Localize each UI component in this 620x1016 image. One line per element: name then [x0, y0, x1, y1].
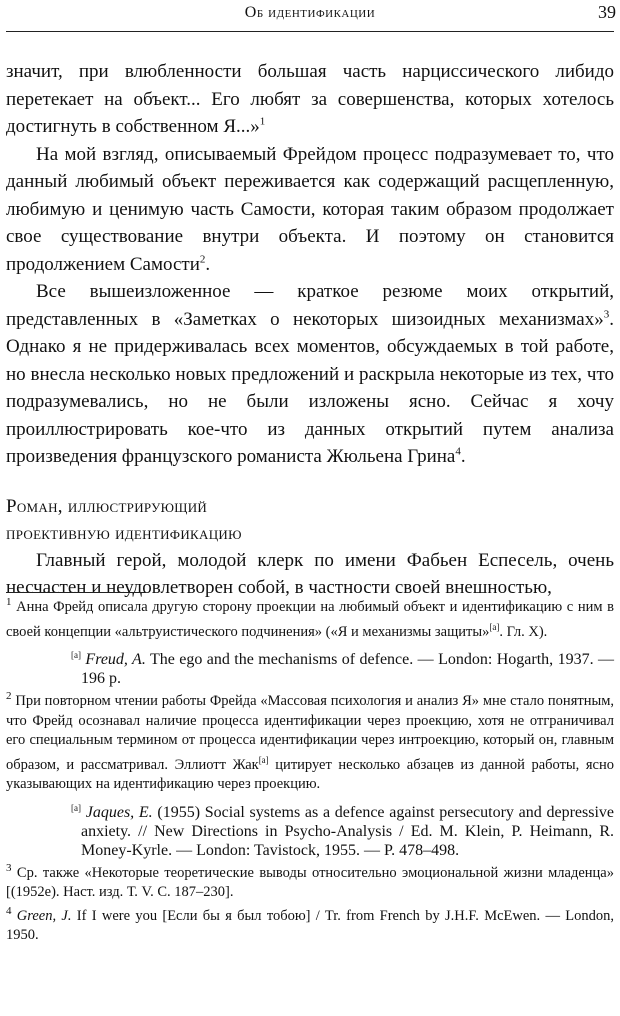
- paragraph-1-text: значит, при влюбленности большая часть нарциссического либидо перетекает на объект... Его любят за совершенства, которых хотелось достигнуть в собственном Я...»: [6, 61, 614, 137]
- footnote-ref-2: 2: [199, 253, 206, 266]
- footnote-3: [6, 861, 614, 903]
- heading-line-2: проективную идентификацию: [6, 522, 242, 544]
- footnote-rule: [6, 592, 146, 593]
- paragraph-4: Главный герой, молодой клерк по имени Фабьен Еспесель, очень несчастен и неудовлетворен собой, в частности своей внешностью,: [6, 549, 614, 598]
- footnote-2-mark: [a]: [258, 754, 269, 765]
- footnote-1-ref-mark: [a]: [71, 650, 81, 660]
- footnote-4-number: 4: [6, 904, 12, 917]
- paragraph-2: На мой взгляд, описываемый Фрейдом процесс подразумевает то, что данный любимый объект переживается как содержащий расщепленную, любимую и ценимую часть Самости, которая таким образом продолжает свое существование внутри объекта. И поэтому он становится продолжением Самости$^2$.: [6, 143, 614, 275]
- footnote-2-number: 2: [6, 690, 12, 703]
- page-number: 39: [598, 2, 616, 22]
- footnotes: [6, 598, 614, 950]
- footnote-4-author: Green, J.: [11, 907, 72, 924]
- page-header: [0, 0, 620, 40]
- footnote-2-ref-mark: [a]: [71, 802, 81, 813]
- footnote-ref-3: 3: [603, 308, 610, 321]
- footnote-2-text: При повторном чтении работы Фрейда «Массовая психология и анализ Я» мне стало понятным, что Фрейд осознавал наличие процесса идентификации через проекцию, хотя не отграничивал его специальным термином от процесса идентификации через интроекцию, который он, главным образом, и рассматривал. Эллиотт Жак: [6, 693, 614, 773]
- header-rule: [6, 31, 614, 32]
- footnote-2-ref-text: (1955) Social systems as a defence against persecutory and depressive anxiety. // New Directions in Psycho-Analysis / Ed. M. Klein, P. Heimann, R. Money-Kyrle. — London: Tavistock, 1955. — P. 478–498.: [81, 803, 615, 859]
- footnote-4: [6, 904, 614, 946]
- running-title: Об идентификации: [244, 4, 376, 21]
- footnote-4-text: If I were you [Если бы я был тобою] / Tr. from French by J.H.F. McEwen. — London, 1950.: [6, 907, 614, 943]
- paragraph-2-text: На мой взгляд, описываемый Фрейдом процесс подразумевает то, что данный любимый объект переживается как содержащий расщепленную, любимую и ценимую часть Самости, которая таким образом продолжает свое существование внутри объекта. И поэтому он становится продолжением Самости: [6, 143, 614, 275]
- footnote-1-number: 1: [6, 596, 12, 609]
- footnote-1-ref-text: The ego and the mechanisms of defence. — London: Hogarth, 1937. — 196 p.: [81, 651, 615, 687]
- footnote-1: [6, 598, 614, 642]
- footnote-ref-4: 4: [455, 445, 461, 458]
- footnote-2-reference: [6, 799, 614, 860]
- footnote-2: [6, 692, 614, 795]
- paragraph-3-text-2: . Однако я не придерживалась всех моментов, обсуждаемых в той работе, но внесла несколько новых предложений и раскрыла некоторые из тех, что подразумевались, но не были изложены ясно. Сейчас я хочу проиллюстрировать кое-что из данных открытий путем анализа произведения французского романиста Жюльена Грина: [6, 308, 614, 467]
- footnote-2-ref-author: Jaques, E.: [85, 803, 153, 821]
- paragraph-3-text: Все вышеизложенное — краткое резюме моих открытий, представленных в «Заметках о некоторых шизоидных механизмах»: [6, 281, 614, 330]
- footnote-1-reference: [6, 646, 614, 688]
- main-text: [6, 58, 614, 602]
- footnote-ref-1: 1: [259, 115, 266, 128]
- footnote-3-text: Ср. также «Некоторые теоретические выводы относительно эмоциональной жизни младенца» [(1952e). Наст. изд. Т. V. С. 187–230].: [6, 864, 614, 900]
- footnote-1-mark: [a]: [489, 621, 500, 632]
- footnote-2-tail: цитирует несколько абзацев из данной работы, ясно указывающих на идентификацию через проекцию.: [6, 756, 615, 792]
- paragraph-1: [6, 58, 614, 141]
- footnote-1-text: Анна Фрейд описала другую сторону проекции на любимый объект и идентификацию с ним в своей концепции «альтруистического подчинения» («Я и механизмы защиты»: [6, 599, 614, 640]
- footnote-3-number: 3: [6, 861, 12, 874]
- heading-line-1: Роман, иллюстрирующий: [6, 495, 208, 517]
- footnote-1-ref-author: Freud, A.: [85, 651, 146, 668]
- paragraph-3: Все вышеизложенное — краткое резюме моих открытий, представленных в «Заметках о некоторых шизоидных механизмах»$^3$. Однако я не придерживалась всех моментов, обсуждаемых в той работе, но внесла несколько новых предложений и раскрыла некоторые из тех, что подразумевались, но не были изложены ясно. Сейчас я хочу проиллюстрировать кое-что из данных открытий путем анализа произведения французского романиста Жюльена Грина$^4$.: [6, 281, 614, 467]
- footnote-1-tail: . Гл. X).: [499, 623, 548, 640]
- section-heading: [6, 493, 614, 547]
